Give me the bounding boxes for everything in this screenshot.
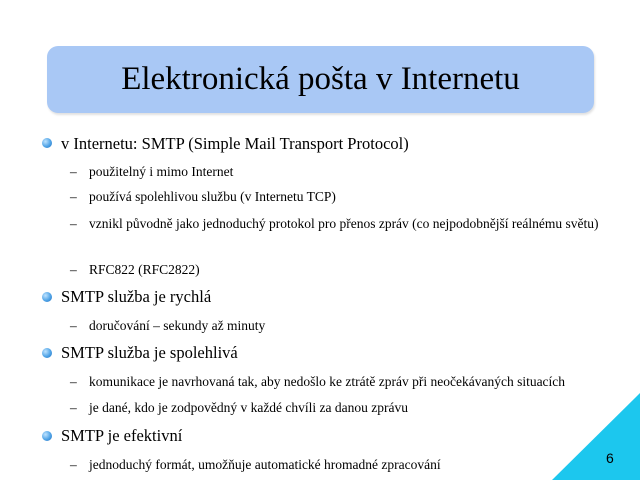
bullet-item: v Internetu: SMTP (Simple Mail Transport Protocol) <box>61 134 409 153</box>
sub-item: používá spolehlivou službu (v Internetu TCP) <box>89 189 336 204</box>
page-number: 6 <box>606 450 614 466</box>
dash-icon: – <box>70 216 77 231</box>
sub-item: je dané, kdo je zodpovědný v každé chvíli za danou zprávu <box>89 400 409 415</box>
sub-item: vznikl původně jako jednoduchý protokol pro přenos zpráv (co nejpodobnější reálnému světu) <box>89 216 599 231</box>
sub-item: RFC822 (RFC2822) <box>89 262 200 277</box>
bullet-icon <box>42 348 52 358</box>
dash-icon: – <box>70 262 77 277</box>
corner-triangle <box>552 393 640 480</box>
dash-icon: – <box>70 164 77 179</box>
bullet-item: SMTP služba je rychlá <box>61 287 212 306</box>
dash-icon: – <box>70 374 77 389</box>
dash-icon: – <box>70 457 77 472</box>
bullet-icon <box>42 138 52 148</box>
bullet-icon <box>42 431 52 441</box>
sub-item: doručování – sekundy až minuty <box>89 318 266 333</box>
dash-icon: – <box>70 400 77 415</box>
sub-item: použitelný i mimo Internet <box>89 164 234 179</box>
sub-item: jednoduchý formát, umožňuje automatické hromadné zpracování <box>89 457 441 472</box>
dash-icon: – <box>70 318 77 333</box>
dash-icon: – <box>70 189 77 204</box>
slide-title: Elektronická pošta v Internetu <box>121 61 520 97</box>
bullet-item: SMTP je efektivní <box>61 426 183 445</box>
sub-item: komunikace je navrhovaná tak, aby nedošlo ke ztrátě zpráv při neočekávaných situacích <box>89 374 566 389</box>
bullet-icon <box>42 292 52 302</box>
bullet-item: SMTP služba je spolehlivá <box>61 343 238 362</box>
